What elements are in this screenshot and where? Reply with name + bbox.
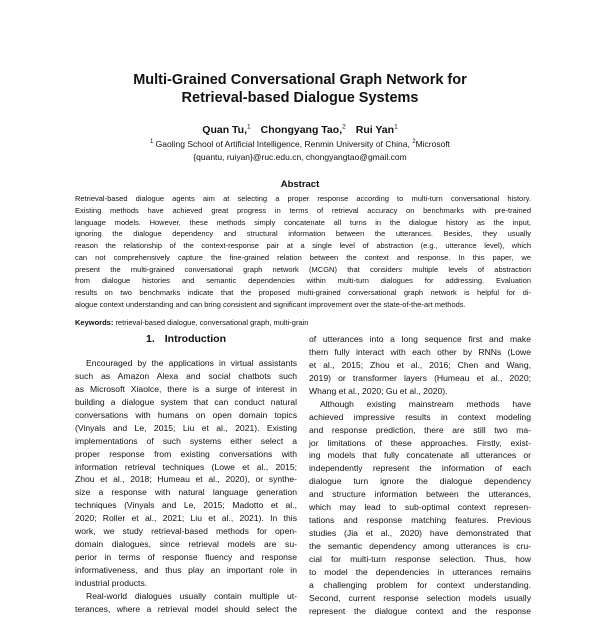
body-text-line: ing models that fully concatenate all utterances or xyxy=(309,450,531,461)
abstract-line: alogue context understanding and can bring consistent and significant improvement over the state-of-the-art methods. xyxy=(75,299,466,309)
body-text-line: 2019) or transformer layers (Humeau et al., 2020; xyxy=(309,372,531,383)
keywords xyxy=(75,317,531,328)
author-emails: {quantu, ruiyan}@ruc.edu.cn, chongyangtao@gmail.com xyxy=(193,152,407,162)
body-text-line: techniques (Vinyals and Le, 2015; Madotto et al., xyxy=(75,500,297,511)
paper-title-line-1: Multi-Grained Conversational Graph Network for xyxy=(133,72,467,88)
affiliation-text: Gaoling School of Artificial Intelligence, Renmin University of China, xyxy=(155,139,410,149)
abstract-line: Retrieval-based dialogue agents aim at selecting a proper response according to multi-turn conversational history. xyxy=(75,194,531,203)
body-text-line: such as Amazon Alexa and social chatbots such xyxy=(75,370,297,381)
author-list xyxy=(40,124,560,137)
body-text-line: industrial products. xyxy=(75,577,148,588)
body-text-line: information retrieval techniques (Lowe et al., 2015; xyxy=(75,461,297,472)
abstract-heading: Abstract xyxy=(280,179,320,190)
abstract-line: ignoring the dialogue dependency and structural information between the utterances. Besides, they usually xyxy=(75,229,531,239)
keywords-label: Keywords: xyxy=(75,318,114,327)
body-text-line: et al., 2015; Zhou et al., 2016; Chen and Wang, xyxy=(309,359,531,370)
body-text-line: to model the dependencies in utterances remains xyxy=(309,566,531,577)
body-text-line: (Vinyals and Le, 2015; Liu et al., 2021). Existing xyxy=(75,422,297,433)
body-text-line: domain dialogues, since retrieval models are su- xyxy=(75,539,297,550)
author-affiliation-mark: 1 xyxy=(394,123,398,131)
body-text-line: dialogue turn ignore the dialogue dependency xyxy=(309,476,531,487)
body-text-line: Whang et al., 2020; Gu et al., 2020). xyxy=(309,385,448,396)
body-text-line: Encouraged by the applications in virtual assistants xyxy=(86,358,297,368)
abstract-line: results on two benchmarks indicate that the proposed multi-grained conversational graph network is helpful for di- xyxy=(75,288,531,297)
body-text-line: conversations with humans on open domain topics xyxy=(75,409,297,420)
author-affiliation-mark: 1 xyxy=(247,123,251,131)
abstract-line: Existing methods have achieved great progress in terms of retrieval accuracy on benchmarks with pre-trained xyxy=(75,205,531,215)
affiliation-mark: 1 xyxy=(149,139,154,146)
body-text-line: a challenging problem for context understanding. xyxy=(309,579,531,590)
section-number: 1. xyxy=(145,333,155,345)
body-text-line: them fully interact with each other by RNNs (Lowe xyxy=(309,346,531,357)
abstract-line: reason the relationship of the context-response pair at a single level of abstraction (e.g., utterance level), which xyxy=(75,241,531,250)
body-text-line: studies (Jia et al., 2020) have demonstrated that xyxy=(309,528,531,539)
body-text-line: jor limitations of these approaches. Firstly, exist- xyxy=(309,437,531,448)
body-text-line: implementations of such systems either select a xyxy=(75,435,297,446)
body-text-line: and response prediction, there are still two ma- xyxy=(309,424,531,435)
body-text-line: achieved impressive results in context modeling xyxy=(309,411,531,422)
affiliation-text: Microsoft xyxy=(415,139,451,149)
body-text-line: tations and response matching features. Previous xyxy=(309,515,531,526)
body-text-line: terances, where a retrieval model should select the xyxy=(75,603,297,614)
paper-title-line-2: Retrieval-based Dialogue Systems xyxy=(181,90,419,106)
affiliation-line-1 xyxy=(30,138,570,150)
body-text-line: cial for multi-turn response selection. Thus, how xyxy=(309,553,531,564)
section-heading-introduction xyxy=(75,333,297,346)
body-text-line: Second, current response selection models usually xyxy=(309,592,531,603)
body-text-line: perior in terms of response fluency and response xyxy=(75,552,297,563)
keywords-text: retrieval-based dialogue, conversational graph, multi-grain xyxy=(115,318,309,327)
abstract-line: can not comprehensively capture the fine-grained relation between the context and response. In this paper, we xyxy=(75,252,531,262)
abstract-body xyxy=(75,193,531,311)
right-column xyxy=(309,333,531,618)
body-text-line: and structure information between the utterances, xyxy=(309,489,531,500)
abstract-line: from dialogue histories and semantic dependencies within multi-turn dialogues for addressing. Evaluation xyxy=(75,276,531,286)
author-name: Quan Tu, xyxy=(202,124,248,136)
body-text-line: proper response from existing conversations with xyxy=(75,448,297,459)
section-title: Introduction xyxy=(164,333,226,345)
abstract-line: present the multi-grained conversational graph network (MCGN) that considers multiple levels of abstraction xyxy=(75,264,531,274)
body-text-line: independently represent the information of each xyxy=(309,463,531,474)
author-name: Rui Yan xyxy=(355,124,395,136)
abstract-line: language models. However, these methods simply concatenate all turns in the dialogue history as the input, xyxy=(75,217,531,227)
body-text-line: informativeness, and thus play an important role in xyxy=(75,565,297,575)
body-text-line: Although existing mainstream methods have xyxy=(320,398,531,409)
body-text-line: the semantic dependency among utterances is cru- xyxy=(309,541,531,551)
left-column xyxy=(75,357,297,616)
body-text-line: size a response with natural language generation xyxy=(75,487,297,498)
body-text-line: as Microsoft Xiaolce, there is a surge of interest in xyxy=(75,383,297,394)
author-name: Chongyang Tao, xyxy=(260,124,343,136)
body-text-line: Real-world dialogues usually contain multiple ut- xyxy=(86,590,297,601)
body-text-line: 2020; Roller et al., 2021; Liu et al., 2021). In this xyxy=(75,513,297,524)
affiliation-mark: 2 xyxy=(412,139,416,146)
author-affiliation-mark: 2 xyxy=(342,123,346,131)
body-text-line: Zhou et al., 2018; Humeau et al., 2020), or synthe- xyxy=(75,474,297,485)
body-text-line: building a dialogue system that can conduct natural xyxy=(75,396,297,407)
body-text-line: of utterances into a long sequence first and make xyxy=(309,334,531,344)
body-text-line: which may lead to sub-optimal context represen- xyxy=(309,502,531,513)
body-text-line: represent the dialogue context and the response xyxy=(309,605,531,616)
body-text-line: work, we study retrieval-based methods for open- xyxy=(75,526,297,537)
